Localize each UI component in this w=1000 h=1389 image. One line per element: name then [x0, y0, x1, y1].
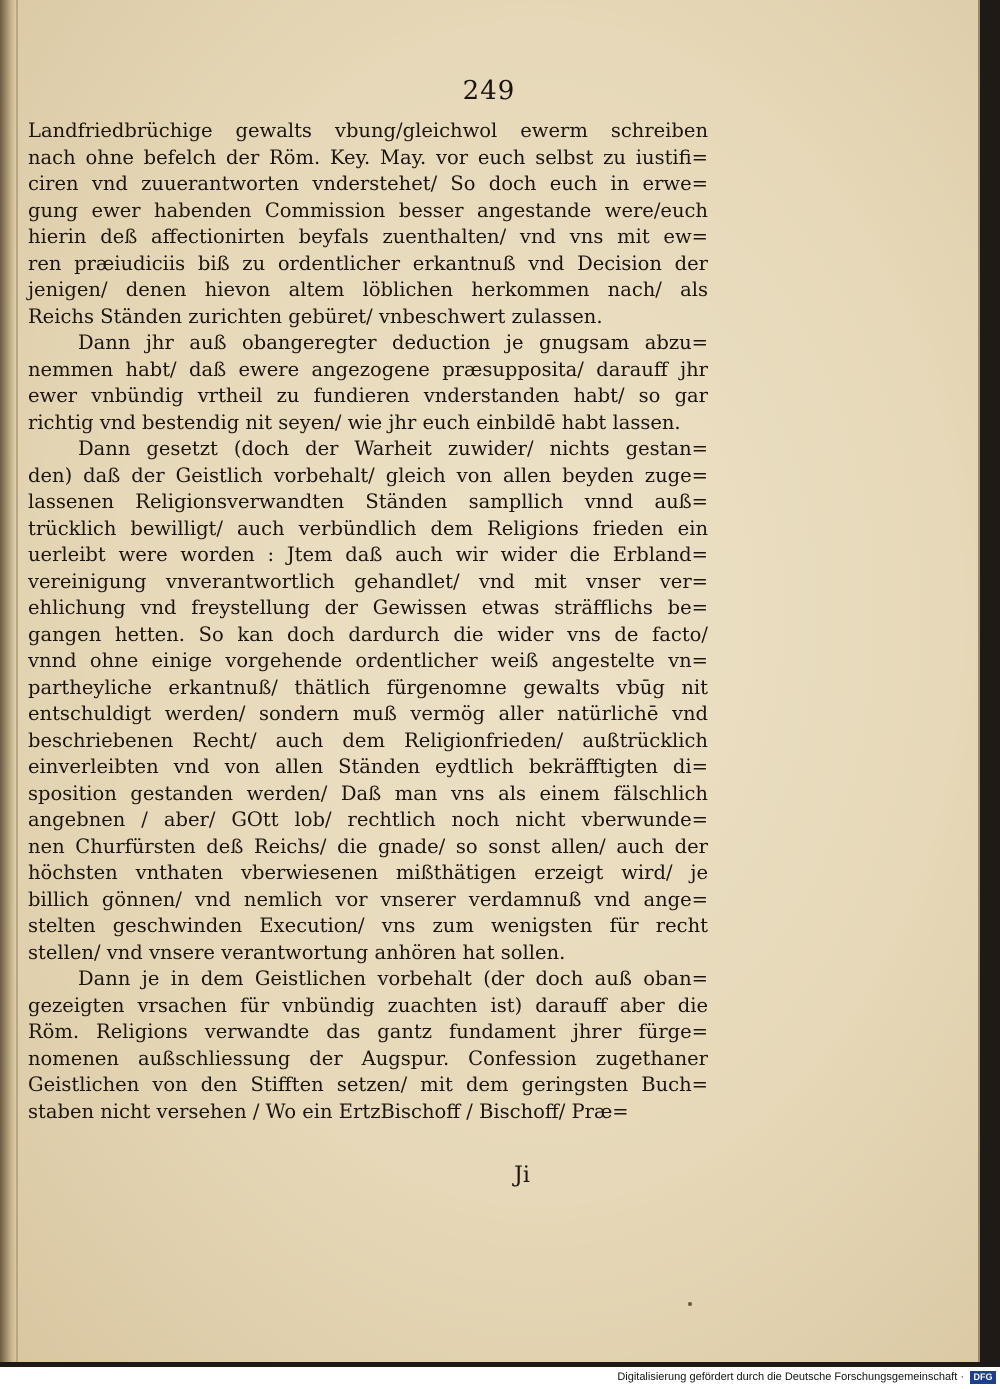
text-line: nemmen habt/ daß ewere angezogene præsupposita/ darauff jhr — [28, 357, 708, 381]
page-edge — [16, 0, 18, 1362]
text-line: uerleibt were worden : Jtem daß auch wir wider die Erbland= — [28, 543, 708, 566]
text-line: Röm. Religions verwandte das gantz fundament jhrer fürge= — [28, 1020, 708, 1043]
text-line: nach ohne befelch der Röm. Key. May. vor euch selbst zu iustifi= — [28, 145, 708, 169]
ink-speck — [688, 1302, 692, 1306]
text-line: beschriebenen Recht/ auch dem Religionfrieden/ außtrücklich — [28, 728, 708, 752]
catchword: Ji — [514, 1163, 530, 1188]
text-line: vnnd ohne einige vorgehende ordentlicher weiß angestelte vn= — [28, 649, 708, 672]
text-line: Reichs Ständen zurichten gebüret/ vnbeschwert zulassen. — [28, 304, 603, 328]
text-line: ciren vnd zuuerantworten vnderstehet/ So doch euch in erwe= — [28, 172, 708, 195]
text-line: den) daß der Geistlich vorbehalt/ gleich von allen beyden zuge= — [28, 463, 708, 487]
text-line: angebnen / aber/ GOtt lob/ rechtlich noch nicht vberwunde= — [28, 808, 708, 831]
text-line: billich gönnen/ vnd nemlich vor vnserer verdamnuß vnd ange= — [28, 887, 708, 911]
text-line: einverleibten vnd von allen Ständen eydtlich bekräfftigten di= — [28, 755, 708, 778]
text-line: lassenen Religionsverwandten Ständen sampllich vnnd auß= — [28, 490, 708, 513]
text-line: Geistlichen von den Stifften setzen/ mit dem geringsten Buch= — [28, 1073, 708, 1096]
footer-bar — [0, 1367, 1000, 1389]
text-line: gangen hetten. So kan doch dardurch die wider vns de facto/ — [28, 622, 708, 646]
text-line: ren præiudiciis biß zu ordentlicher erkantnuß vnd Decision der — [28, 251, 708, 275]
funding-notice: Digitalisierung gefördert durch die Deutsche Forschungsgemeinschaft · — [617, 1371, 964, 1383]
text-line: ehlichung vnd freystellung der Gewissen etwas sträfflichs be= — [28, 596, 708, 619]
text-line: höchsten vnthaten vberwiesenen mißthätigen erzeigt wird/ je — [28, 861, 708, 884]
text-line: sposition gestanden werden/ Daß man vns als einem fälschlich — [28, 781, 708, 805]
text-line: trücklich bewilligt/ auch verbündlich dem Religions frieden ein — [28, 516, 708, 540]
text-line: Dann je in dem Geistlichen vorbehalt (der doch auß oban= — [78, 967, 708, 990]
dfg-logo: DFG — [970, 1371, 996, 1384]
text-line: Dann gesetzt (doch der Warheit zuwider/ nichts gestan= — [78, 437, 708, 460]
text-line: richtig vnd bestendig nit seyen/ wie jhr euch einbildē habt lassen. — [28, 410, 681, 434]
text-line: stelten geschwinden Execution/ vns zum wenigsten für recht — [28, 914, 708, 937]
text-line: stellen/ vnd vnsere verantwortung anhören hat sollen. — [28, 940, 566, 964]
text-line: vereinigung vnverantwortlich gehandlet/ vnd mit vnser ver= — [28, 569, 708, 593]
text-line: gung ewer habenden Commission besser angestande were/euch — [28, 198, 708, 222]
text-line: jenigen/ denen hievon altem löblichen herkommen nach/ als — [28, 278, 708, 301]
text-line: Dann jhr auß obangeregter deduction je gnugsam abzu= — [78, 331, 708, 354]
text-line: gezeigten vrsachen für vnbündig zuachten ist) darauff aber die — [28, 993, 708, 1017]
text-line: staben nicht versehen / Wo ein ErtzBischoff / Bischoff/ Præ= — [28, 1099, 629, 1123]
text-line: Landfriedbrüchige gewalts vbung/gleichwol ewerm schreiben — [28, 119, 708, 142]
text-line: hierin deß affectionirten beyfals zuenthalten/ vnd vns mit ew= — [28, 225, 708, 248]
text-line: nen Churfürsten deß Reichs/ die gnade/ so sonst allen/ auch der — [28, 834, 708, 858]
text-line: nomenen außschliessung der Augspur. Confession zugethaner — [28, 1046, 708, 1070]
text-line: entschuldigt werden/ sondern muß vermög aller natürlichē vnd — [28, 702, 708, 725]
body-text — [28, 118, 708, 1125]
page-spine-shadow — [0, 0, 16, 1362]
text-line: partheyliche erkantnuß/ thätlich fürgenomne gewalts vbūg nit — [28, 675, 708, 699]
page-number: 249 — [462, 76, 516, 106]
text-line: ewer vnbündig vrtheil zu fundieren vnderstanden habt/ so gar — [28, 384, 708, 407]
